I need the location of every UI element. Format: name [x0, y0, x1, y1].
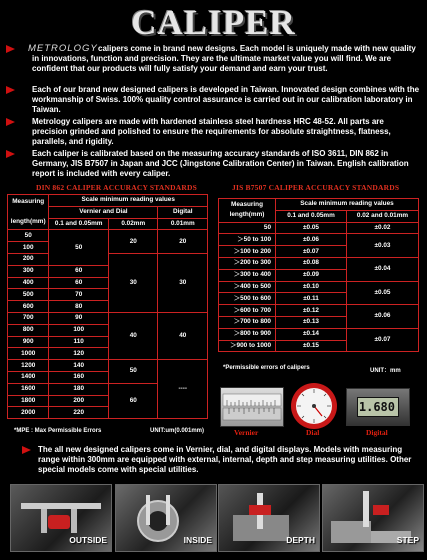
cell: 1000	[8, 348, 49, 360]
din-unit: UNIT:um(0.001mm)	[150, 428, 205, 434]
cell: 20	[109, 230, 158, 254]
scale-header: Scale minimum reading values	[276, 199, 419, 211]
cell: ±0.05	[276, 222, 347, 234]
cell: 90	[49, 312, 109, 324]
cell: 100	[49, 324, 109, 336]
cell: ±0.14	[276, 328, 347, 340]
cell: ±0.09	[276, 269, 347, 281]
cell: 180	[49, 383, 109, 395]
cell: 800	[8, 324, 49, 336]
cell: ----	[158, 360, 208, 419]
jis-accuracy-table	[218, 198, 419, 352]
cell: 70	[49, 289, 109, 301]
cell: 900	[8, 336, 49, 348]
col-header: 0.1 and 0.05mm	[276, 210, 347, 222]
cell: ±0.04	[347, 257, 419, 281]
metrology-logo: METROLOGY	[28, 43, 98, 54]
cell: 1200	[8, 360, 49, 372]
table-row	[219, 328, 419, 340]
bullet-text: The all new designed calipers come in Vernier, dial, and digital displays. Models with measuring range within 300mm are equipped with external, internal, depth and step measuring utilities. Other special models come with special utilities.	[38, 445, 412, 474]
cell: 200	[49, 395, 109, 407]
table-row	[8, 360, 208, 372]
dial-image	[289, 382, 339, 430]
cell: 500	[8, 289, 49, 301]
din-table-title: DIN 862 CALIPER ACCURACY STANDARDS	[36, 183, 197, 192]
cell: 1800	[8, 395, 49, 407]
cell: ±0.06	[276, 234, 347, 246]
cell: ±0.05	[347, 281, 419, 305]
cell: 1600	[8, 383, 49, 395]
cell: ＞400 to 500	[219, 281, 276, 293]
digital-label: Digital	[366, 428, 388, 437]
cell: 50	[219, 222, 276, 234]
table-row	[219, 305, 419, 317]
depth-label: DEPTH	[286, 535, 315, 545]
cell: 40	[158, 312, 208, 359]
table-row	[219, 257, 419, 269]
page-title: CALIPER	[131, 3, 296, 42]
bullet-text: calipers come in brand new designs. Each model is uniquely made with new quality in innovations, function and precision. They are the ultimate market value you will find. We are confident that our products will fully satisfy your demand and earn your trust.	[32, 44, 416, 73]
cell: 60	[49, 265, 109, 277]
vernier-scale-image	[220, 387, 284, 427]
digital-image	[346, 388, 410, 426]
bullet-text: Each of our brand new designed calipers is developed in Taiwan. Innovated design combines with the workmanship of Swiss. 100% quality control assurance is carried out in our calibration laboratory in Taiwan.	[32, 85, 420, 114]
cell: ±0.12	[276, 305, 347, 317]
cell: 700	[8, 312, 49, 324]
cell: 2000	[8, 407, 49, 419]
col-header: 0.02mm	[109, 218, 158, 230]
vernier-dial-header: Vernier and Dial	[49, 206, 158, 218]
step-measure-image	[322, 484, 424, 552]
table-row	[219, 222, 419, 234]
table-row	[8, 312, 208, 324]
cell: 30	[109, 253, 158, 312]
cell: ＞50 to 100	[219, 234, 276, 246]
dial-gauge-icon	[289, 382, 339, 430]
cell: ±0.02	[347, 222, 419, 234]
measuring-length-header: Measuring length(mm)	[219, 199, 276, 223]
scale-header: Scale minimum reading values	[49, 195, 208, 207]
cell: 140	[49, 360, 109, 372]
cell: ＞800 to 900	[219, 328, 276, 340]
cell: 30	[158, 253, 208, 312]
cell: ±0.07	[276, 246, 347, 258]
outside-measure-image	[10, 484, 112, 552]
red-arrow-icon	[6, 86, 15, 94]
col-header: 0.02 and 0.01mm	[347, 210, 419, 222]
table-row	[8, 230, 208, 242]
cell: ＞200 to 300	[219, 257, 276, 269]
red-arrow-icon	[6, 118, 15, 126]
lcd-reading: 1.680	[358, 400, 395, 414]
col-header: 0.01mm	[158, 218, 208, 230]
jis-footnote: *Permissible errors of calipers	[223, 365, 310, 371]
red-arrow-icon	[6, 150, 15, 158]
cell: 120	[49, 348, 109, 360]
jis-unit: UNIT：mm	[370, 368, 401, 374]
cell: ±0.15	[276, 340, 347, 352]
digital-header: Digital	[158, 206, 208, 218]
inside-measure-image	[115, 484, 217, 552]
cell: 100	[8, 242, 49, 254]
cell: 80	[49, 301, 109, 313]
cell: 160	[49, 371, 109, 383]
cell: 300	[8, 265, 49, 277]
dial-label: Dial	[306, 428, 320, 437]
cell: 1400	[8, 371, 49, 383]
bullet-text: Metrology calipers are made with hardened stainless steel hardness HRC 48-52. All parts are precision grinded and polished to ensure the requirements for absolute straightness, flatness, parallels, and rigidity.	[32, 117, 391, 146]
cell: 110	[49, 336, 109, 348]
cell: 60	[49, 277, 109, 289]
cell: ±0.07	[347, 328, 419, 352]
cell: ±0.13	[276, 316, 347, 328]
material-bullet	[6, 117, 420, 147]
table-row	[219, 234, 419, 246]
cell: ＞600 to 700	[219, 305, 276, 317]
jis-table-title: JIS B7507 CALIPER ACCURACY STANDARDS	[232, 183, 400, 192]
table-row	[219, 281, 419, 293]
cell: ＞100 to 200	[219, 246, 276, 258]
taiwan-bullet	[6, 85, 420, 115]
cell: ±0.06	[347, 305, 419, 329]
calibration-bullet	[6, 149, 420, 179]
din-accuracy-table	[7, 194, 208, 419]
cell: 600	[8, 301, 49, 313]
cell: ＞500 to 600	[219, 293, 276, 305]
cell: 50	[8, 230, 49, 242]
col-header: 0.1 and 0.05mm	[49, 218, 109, 230]
cell: 400	[8, 277, 49, 289]
vernier-scale-icon	[221, 388, 283, 426]
red-arrow-icon	[22, 446, 31, 454]
cell: 200	[8, 253, 49, 265]
outside-label: OUTSIDE	[69, 535, 107, 545]
lcd-display	[357, 397, 399, 417]
cell: 20	[158, 230, 208, 254]
cell: 60	[109, 383, 158, 418]
depth-measure-image	[218, 484, 320, 552]
cell: ＞900 to 1000	[219, 340, 276, 352]
cell: 220	[49, 407, 109, 419]
step-label: STEP	[396, 535, 419, 545]
cell: ＞700 to 800	[219, 316, 276, 328]
cell: ±0.11	[276, 293, 347, 305]
measuring-length-header: Measuring length(mm)	[8, 195, 49, 230]
cell: 40	[109, 312, 158, 359]
bullet-text: Each caliper is calibrated based on the measuring accuracy standards of ISO 3611, DIN 862 in Germany, JIS B7507 in Japan and JCC (Jingstone Calibration Center) in Taiwan. English calibration report is included with every caliper.	[32, 149, 409, 178]
red-arrow-icon	[6, 45, 15, 53]
cell: 50	[49, 230, 109, 265]
din-footnote: *MPE : Max Permissible Errors	[14, 428, 102, 434]
cell: 50	[109, 360, 158, 384]
inside-label: INSIDE	[183, 535, 212, 545]
cell: ±0.10	[276, 281, 347, 293]
vernier-label: Vernier	[234, 428, 259, 437]
cell: ±0.08	[276, 257, 347, 269]
cell: ±0.03	[347, 234, 419, 258]
display-bullet	[6, 445, 420, 475]
cell: ＞300 to 400	[219, 269, 276, 281]
